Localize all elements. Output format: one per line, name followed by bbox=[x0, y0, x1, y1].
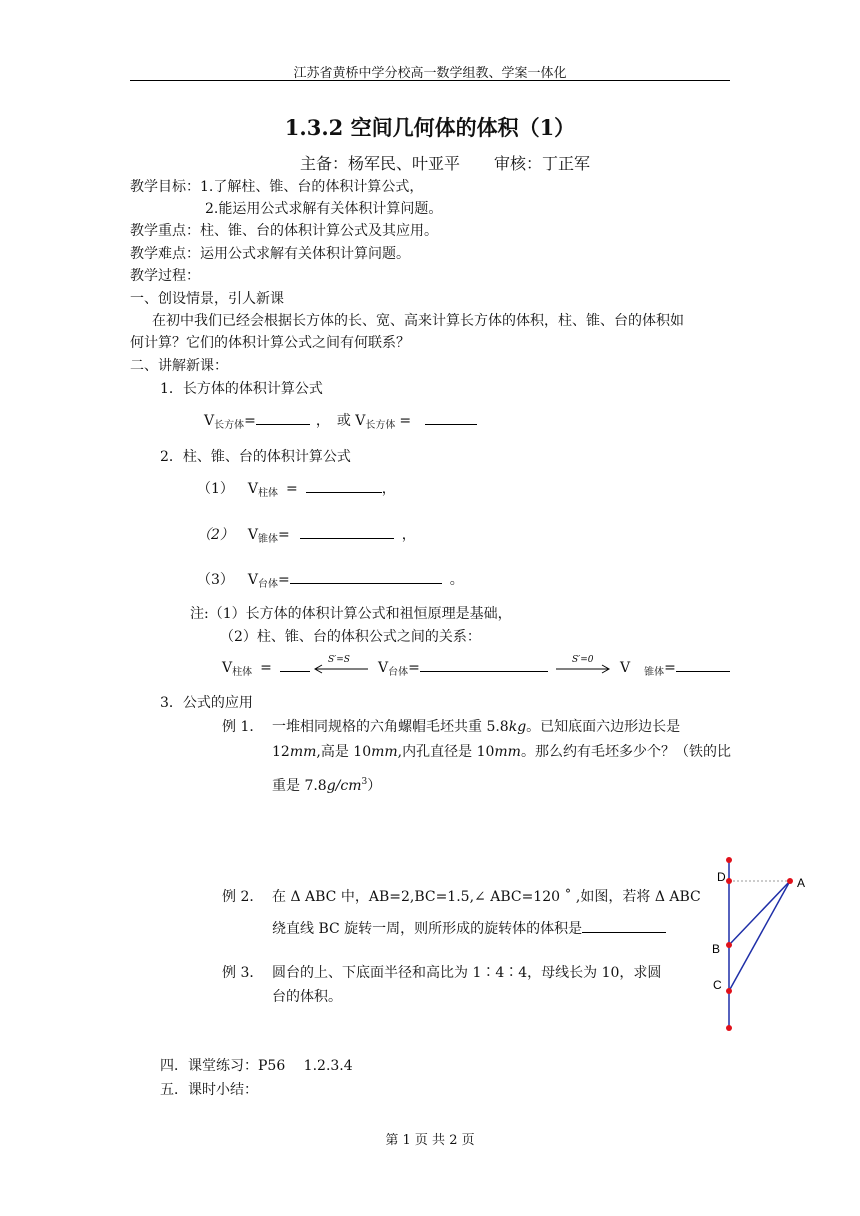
goal-2: 2.能运用公式求解有关体积计算问题。 bbox=[205, 201, 443, 217]
point-c bbox=[726, 988, 732, 994]
example1-label: 例 1． bbox=[222, 719, 264, 735]
label-d: D bbox=[717, 870, 726, 884]
point-b bbox=[726, 942, 732, 948]
authors-line bbox=[300, 151, 590, 174]
example1-line1: 一堆相同规格的六角螺帽毛坯共重 5.8kg。已知底面六边形边长是 bbox=[272, 719, 681, 735]
section5: 五．课时小结： bbox=[160, 1082, 258, 1098]
note-2: （2）柱、锥、台的体积公式之间的关系： bbox=[220, 629, 481, 645]
point-top bbox=[726, 857, 732, 863]
answer-blank[interactable] bbox=[256, 412, 310, 425]
example3-line1: 圆台的上、下底面半径和高比为 1∶4∶4，母线长为 10，求圆 bbox=[272, 965, 662, 981]
goal-1: 1.了解柱、锥、台的体积计算公式， bbox=[200, 179, 424, 195]
formula-prism: （1） $V_{柱体}$ = ， bbox=[197, 481, 396, 499]
main-author: 主备：杨军民、叶亚平 bbox=[300, 154, 461, 173]
label-b: B bbox=[712, 942, 721, 956]
cuboid-formula: $V_{长方体}=$ ， 或 $V_{长方体}$ = bbox=[204, 410, 477, 431]
triangle-rotation-figure bbox=[700, 852, 820, 1038]
example2-label: 例 2． bbox=[222, 889, 264, 905]
arrow-label-left: S′=S bbox=[328, 655, 350, 665]
label-c: C bbox=[713, 978, 722, 992]
section1-para-line1: 在初中我们已经会根据长方体的长、宽、高来计算长方体的体积，柱、锥、台的体积如 bbox=[152, 313, 684, 329]
example3-line2: 台的体积。 bbox=[272, 989, 342, 1005]
arrow-right-icon bbox=[554, 664, 612, 674]
example2-line2: 绕直线 BC 旋转一周，则所形成的旋转体的体积是 bbox=[272, 918, 666, 938]
label-a: A bbox=[797, 876, 806, 890]
point-d bbox=[726, 878, 732, 884]
process-label: 教学过程： bbox=[130, 268, 200, 284]
point-a bbox=[787, 878, 793, 884]
header-rule bbox=[130, 80, 730, 81]
formula-frustum: （3） $V_{台体}=$ 。 bbox=[197, 572, 464, 590]
item3-heading: 3．公式的应用 bbox=[160, 695, 253, 711]
answer-blank[interactable] bbox=[676, 659, 730, 672]
page-footer: 第 1 页 共 2 页 bbox=[385, 1133, 475, 1148]
relation-prism: $V_{柱体}$ = bbox=[222, 659, 310, 678]
page-header: 江苏省黄桥中学分校高一数学组教、学案一体化 bbox=[293, 66, 567, 81]
difficulty: 教学难点：运用公式求解有关体积计算问题。 bbox=[130, 246, 410, 262]
example1-line2: 12mm,高是 10mm,内孔直径是 10mm。那么约有毛坯多少个？（铁的比 bbox=[272, 744, 731, 760]
answer-blank[interactable] bbox=[582, 920, 666, 933]
reviewer: 审核：丁正军 bbox=[494, 154, 591, 173]
answer-blank[interactable] bbox=[306, 480, 382, 493]
section1-heading: 一、创设情景，引人新课 bbox=[130, 291, 284, 307]
key-points: 教学重点：柱、锥、台的体积计算公式及其应用。 bbox=[130, 223, 438, 239]
answer-blank[interactable] bbox=[290, 571, 442, 584]
example3-label: 例 3． bbox=[222, 965, 264, 981]
goals-line-1 bbox=[130, 176, 423, 196]
arrow-label-right: S′=0 bbox=[572, 655, 594, 665]
formula-pyramid: （2） $V_{锥体}=$ ， bbox=[197, 527, 416, 545]
item2-heading: 2．柱、锥、台的体积计算公式 bbox=[160, 449, 351, 465]
answer-blank[interactable] bbox=[420, 659, 548, 672]
note-1: 注:（1）长方体的体积计算公式和祖恒原理是基础， bbox=[190, 606, 512, 622]
point-bottom bbox=[726, 1025, 732, 1031]
example2-line1: 在 Δ ABC 中，AB=2,BC=1.5,∠ ABC=120 ˚ ,如图，若将 Δ ABC bbox=[272, 889, 701, 905]
section4: 四．课堂练习：P56 1.2.3.4 bbox=[160, 1058, 353, 1074]
item1-heading: 1．长方体的体积计算公式 bbox=[160, 381, 323, 397]
section2-heading: 二、讲解新课： bbox=[130, 358, 228, 374]
section1-para-line2: 何计算？它们的体积计算公式之间有何联系？ bbox=[130, 335, 410, 351]
relation-frustum: $V_{台体}=$ bbox=[378, 659, 548, 678]
page-title: 1.3.2 空间几何体的体积（1） bbox=[284, 115, 576, 140]
goals-label: 教学目标： bbox=[130, 179, 200, 195]
answer-blank[interactable] bbox=[300, 526, 394, 539]
answer-blank[interactable] bbox=[280, 659, 310, 672]
arrow-left-icon bbox=[312, 664, 370, 674]
answer-blank[interactable] bbox=[425, 412, 477, 425]
relation-pyramid: V $_{锥体}$= bbox=[620, 659, 730, 678]
example1-line3: 重是 $7.8g/cm^3$） bbox=[272, 777, 382, 794]
